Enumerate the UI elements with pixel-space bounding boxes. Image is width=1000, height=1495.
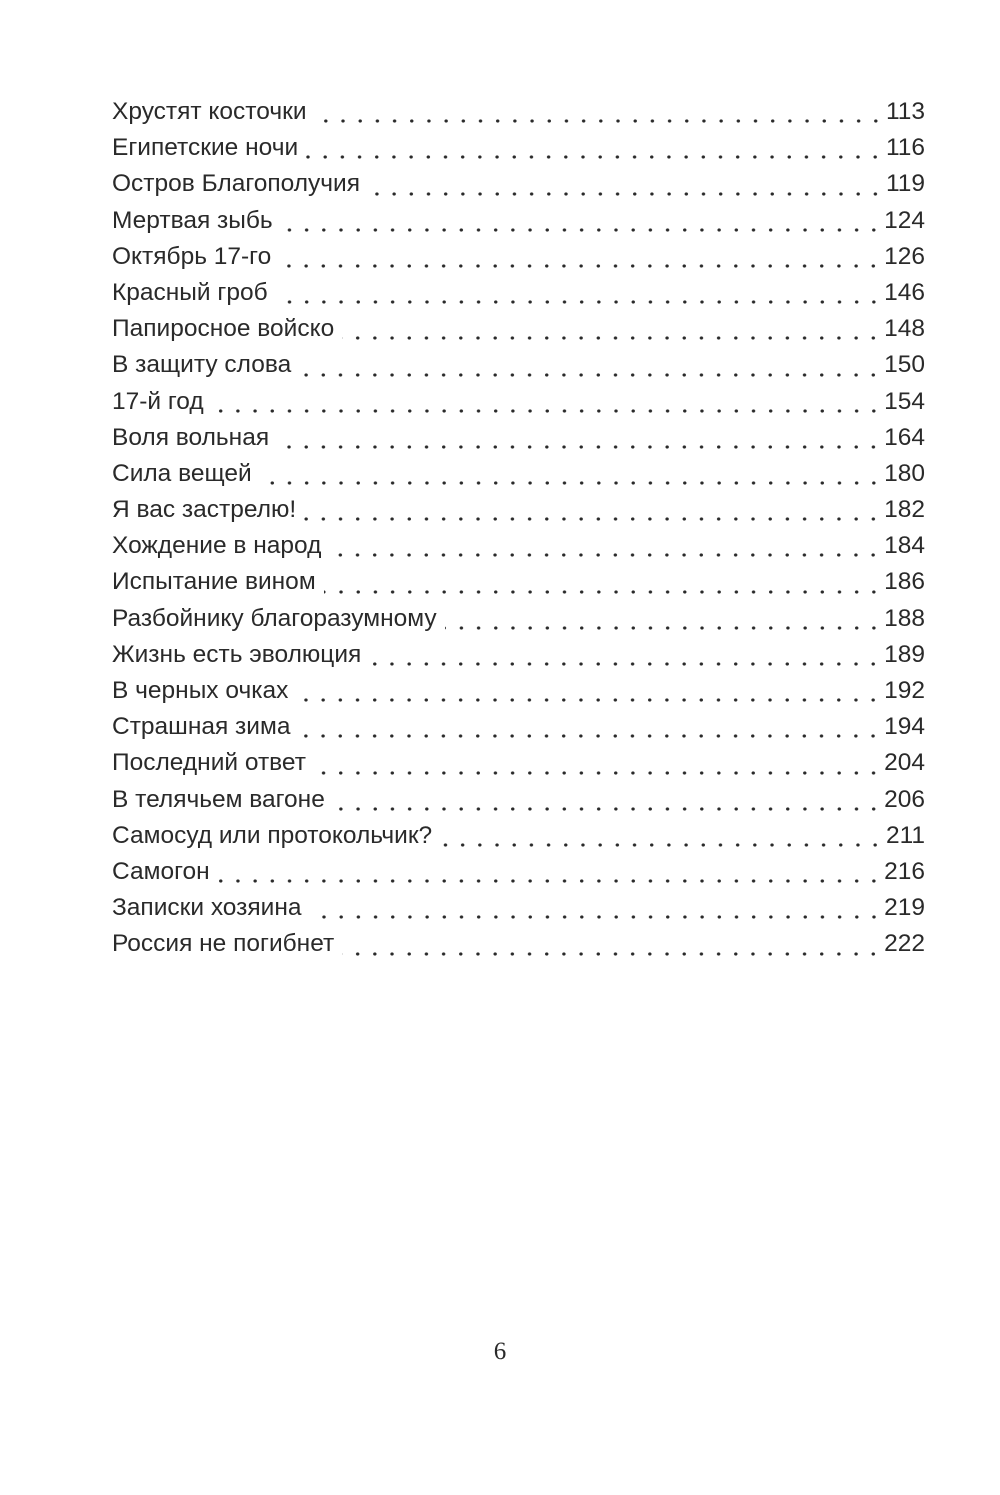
- dot-leader: [299, 353, 882, 378]
- toc-entry-page: 116: [885, 134, 925, 162]
- toc-entry: [112, 492, 925, 528]
- toc-entry-title: Самосуд или протокольчик?: [112, 821, 433, 849]
- toc-entry-page: 164: [884, 423, 925, 451]
- toc-entry-page: 186: [884, 568, 925, 596]
- dot-leader: [279, 244, 882, 269]
- dot-leader: [440, 823, 884, 848]
- dot-leader: [298, 715, 882, 740]
- toc-entry: [112, 854, 925, 890]
- toc-entry: [112, 528, 925, 564]
- toc-entry: [112, 420, 925, 456]
- toc-entry: [112, 926, 925, 962]
- toc-entry-page: 180: [884, 459, 925, 487]
- dot-leader: [445, 606, 883, 631]
- toc-entry: [112, 166, 925, 202]
- toc-entry: [112, 745, 925, 781]
- dot-leader: [324, 570, 882, 595]
- toc-entry-page: 189: [884, 640, 925, 668]
- toc-entry: [112, 203, 925, 239]
- toc-entry-title: Жизнь есть эволюция: [112, 640, 362, 668]
- toc-entry: [112, 601, 925, 637]
- table-of-contents: [112, 94, 925, 963]
- toc-entry-page: 182: [884, 496, 925, 524]
- toc-entry: [112, 275, 925, 311]
- toc-entry: [112, 673, 925, 709]
- toc-entry-title: Мертвая зыбь: [112, 206, 273, 234]
- dot-leader: [260, 462, 882, 487]
- dot-leader: [315, 100, 884, 125]
- toc-entry-title: Хрустят косточки: [112, 98, 307, 125]
- toc-entry: [112, 311, 925, 347]
- toc-entry-title: Последний ответ: [112, 749, 306, 777]
- dot-leader: [310, 896, 883, 921]
- toc-entry: [112, 709, 925, 745]
- toc-entry-page: 211: [885, 821, 925, 849]
- toc-entry-title: Воля вольная: [112, 423, 270, 451]
- toc-entry-title: Октябрь 17-го: [112, 242, 272, 270]
- toc-entry-page: 126: [884, 242, 925, 270]
- toc-entry: [112, 239, 925, 275]
- dot-leader: [368, 172, 884, 197]
- toc-entry-title: Хождение в народ: [112, 532, 322, 560]
- toc-entry: [112, 637, 925, 673]
- toc-entry: [112, 564, 925, 600]
- toc-entry-title: Я вас застрелю!: [112, 496, 297, 524]
- dot-leader: [218, 860, 882, 885]
- toc-entry-title: Красный гроб: [112, 278, 268, 306]
- toc-entry: [112, 94, 925, 130]
- toc-entry: [112, 782, 925, 818]
- dot-leader: [329, 534, 882, 559]
- toc-entry-title: Сила вещей: [112, 459, 252, 487]
- toc-entry-title: В телячьем вагоне: [112, 785, 325, 813]
- dot-leader: [276, 281, 882, 306]
- page-number: 6: [493, 1338, 507, 1365]
- toc-entry-title: Страшная зима: [112, 713, 291, 741]
- toc-entry-page: 216: [884, 857, 925, 885]
- dot-leader: [281, 208, 882, 233]
- toc-entry-page: 150: [884, 351, 925, 379]
- dot-leader: [306, 136, 884, 161]
- toc-entry-page: 124: [884, 206, 925, 234]
- toc-entry-title: 17-й год: [112, 387, 204, 415]
- dot-leader: [369, 643, 882, 668]
- toc-entry: [112, 347, 925, 383]
- toc-entry-title: Разбойнику благоразумному: [112, 604, 437, 632]
- toc-entry-page: 206: [884, 785, 925, 813]
- toc-entry: [112, 456, 925, 492]
- dot-leader: [212, 389, 882, 414]
- dot-leader: [342, 932, 882, 957]
- dot-leader: [342, 317, 882, 342]
- dot-leader: [277, 425, 882, 450]
- toc-entry-page: 188: [884, 604, 925, 632]
- toc-entry-page: 146: [884, 278, 925, 306]
- toc-entry: [112, 890, 925, 926]
- toc-entry-title: Россия не погибнет: [112, 930, 335, 958]
- toc-entry: [112, 818, 925, 854]
- toc-entry-title: В черных очках: [112, 677, 289, 704]
- dot-leader: [296, 679, 882, 704]
- toc-entry-title: Египетские ночи: [112, 134, 299, 162]
- toc-entry-title: Остров Благополучия: [112, 170, 360, 198]
- toc-entry-title: Папиросное войско: [112, 315, 335, 343]
- toc-entry: [112, 384, 925, 420]
- toc-entry-page: 184: [884, 532, 925, 560]
- toc-entry-page: 154: [884, 387, 925, 415]
- toc-entry-page: 148: [884, 315, 925, 343]
- toc-entry-title: Записки хозяина: [112, 894, 302, 922]
- toc-entry-title: Испытание вином: [112, 568, 316, 596]
- toc-entry: [112, 130, 925, 166]
- dot-leader: [333, 787, 882, 812]
- toc-entry-page: 204: [884, 749, 925, 777]
- dot-leader: [304, 498, 882, 523]
- toc-entry-page: 119: [885, 170, 925, 198]
- toc-entry-title: В защиту слова: [112, 351, 292, 379]
- toc-entry-page: 192: [884, 677, 925, 704]
- toc-entry-page: 222: [884, 930, 925, 958]
- toc-entry-page: 194: [884, 713, 925, 741]
- toc-entry-title: Самогон: [112, 857, 210, 885]
- toc-entry-page: 113: [885, 98, 925, 125]
- dot-leader: [314, 751, 882, 776]
- toc-entry-page: 219: [884, 894, 925, 922]
